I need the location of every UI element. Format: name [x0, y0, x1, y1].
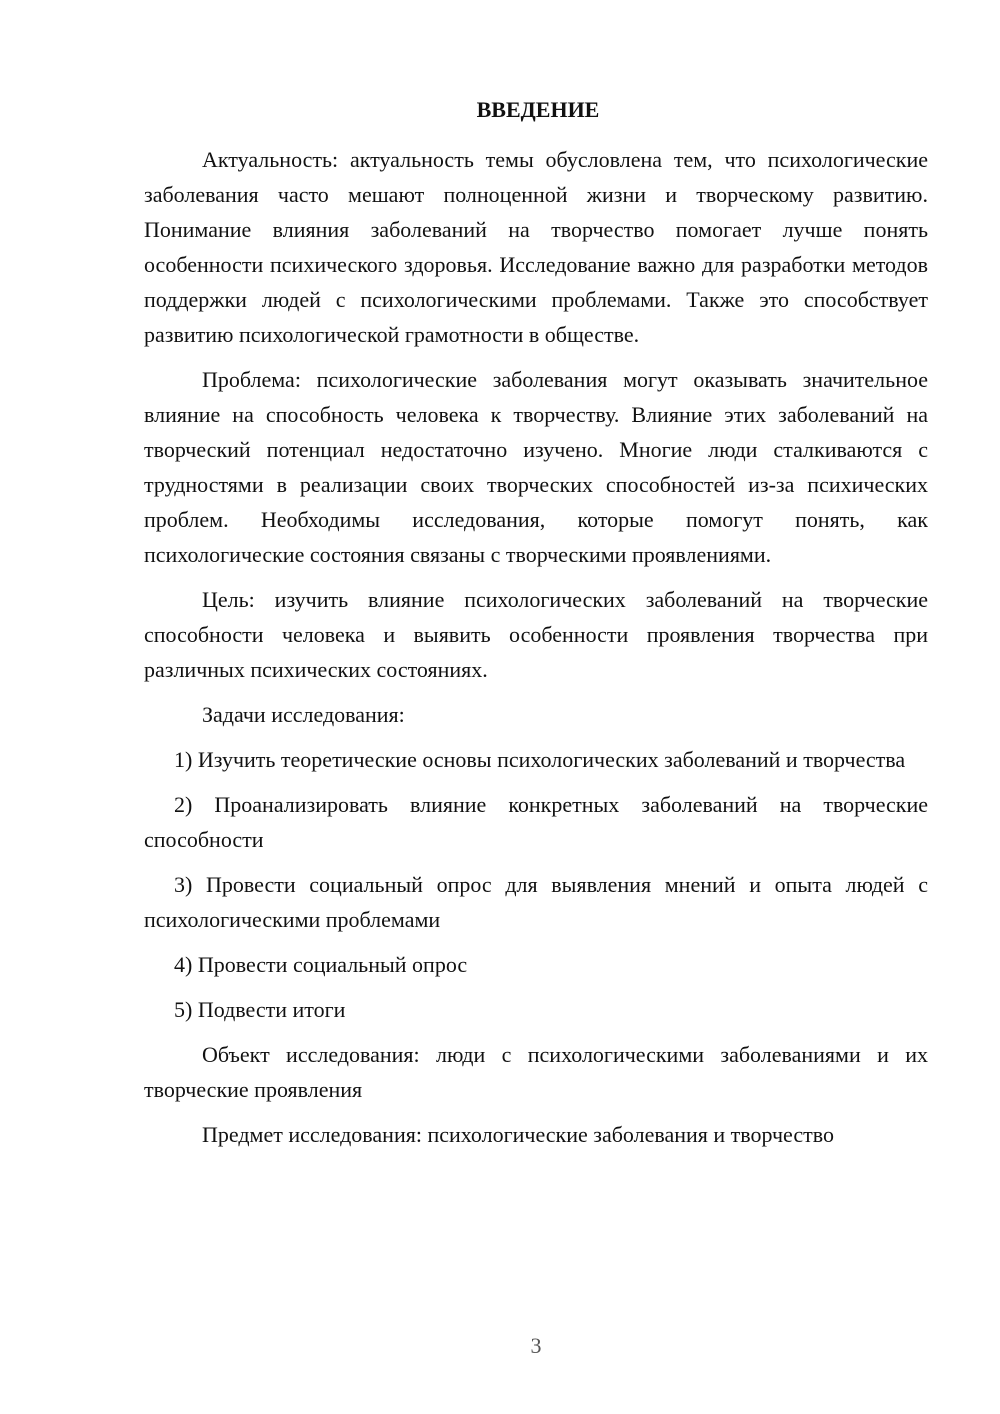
problem-paragraph: Проблема: психологические заболевания могут оказывать значительное влияние на способность человека к творчеству. Влияние этих заболеваний на творческий потенциал недостаточно изучено. Многие люди сталкиваются с трудностями в реализации своих творческих способностей из-за психических проблем. Необходимы исследования, которые помогут понять, как психологические состояния связаны с творческими проявлениями. — [144, 367, 928, 567]
task-item-5: 5) Подвести итоги — [174, 997, 346, 1022]
task-item-3: 3) Провести социальный опрос для выявления мнений и опыта людей с психологическими проблемами — [144, 872, 928, 932]
subject-paragraph: Предмет исследования: психологические заболевания и творчество — [202, 1122, 834, 1147]
goal-paragraph: Цель: изучить влияние психологических заболеваний на творческие способности человека и выявить особенности проявления творчества при различных психических состояниях. — [144, 587, 928, 682]
document-page — [144, 96, 928, 1162]
task-item-2: 2) Проанализировать влияние конкретных заболеваний на творческие способности — [144, 792, 928, 852]
relevance-paragraph: Актуальность: актуальность темы обусловлена тем, что психологические заболевания часто мешают полноценной жизни и творческому развитию. Понимание влияния заболеваний на творчество помогает лучше понять особенности психического здоровья. Исследование важно для разработки методов поддержки людей с психологическими проблемами. Также это способствует развитию психологической грамотности в обществе. — [144, 147, 928, 347]
object-paragraph: Объект исследования: люди с психологическими заболеваниями и их творческие проявления — [144, 1042, 928, 1102]
task-item-4: 4) Провести социальный опрос — [174, 952, 468, 977]
page-title: ВВЕДЕНИЕ — [476, 97, 600, 122]
task-item-1: 1) Изучить теоретические основы психологических заболеваний и творчества — [174, 747, 906, 772]
tasks-heading: Задачи исследования: — [202, 702, 405, 727]
page-number: 3 — [530, 1333, 542, 1358]
